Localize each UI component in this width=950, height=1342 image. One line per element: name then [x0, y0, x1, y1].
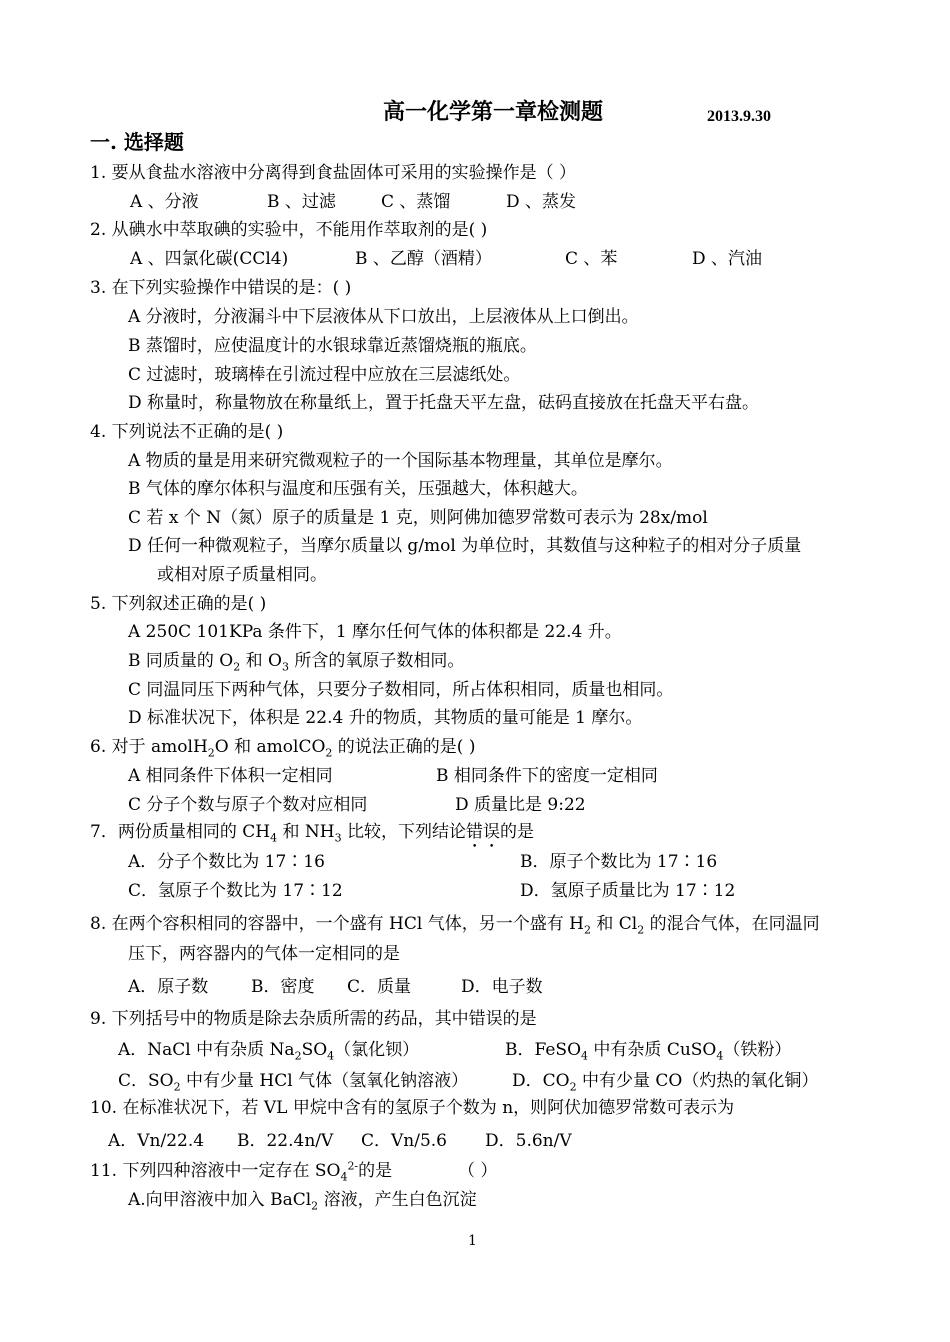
q7-option-b: B．原子个数比为 17∶16	[520, 852, 718, 872]
q10-option-d: D．5.6n/V	[485, 1131, 572, 1151]
q6-text-2: O 和 amolCO	[214, 737, 326, 757]
q9-a-sub-1: 2	[294, 1049, 302, 1063]
q9-option-b	[505, 1040, 792, 1063]
q10-option-b: B．22.4n/V	[237, 1131, 334, 1151]
q6-sub-2: 2	[325, 746, 333, 760]
q9-option-a	[118, 1040, 420, 1063]
q1-option-a: A 、分液	[130, 192, 199, 212]
q7-text-3: 比较，下列结论	[341, 822, 466, 842]
q10-stem: 10. 在标准状况下，若 VL 甲烷中含有的氢原子个数为 n，则阿伏加德罗常数可表示为	[90, 1098, 735, 1118]
q8-text-2: 和 Cl	[590, 914, 638, 934]
q11-text-1: 11. 下列四种溶液中一定存在 SO	[90, 1161, 341, 1181]
exam-date: 2013.9.30	[707, 108, 771, 125]
q2-stem: 2. 从碘水中萃取碘的实验中，不能用作萃取剂的是( )	[90, 220, 488, 240]
q5-option-d: D 标准状况下，体积是 22.4 升的物质，其物质的量可能是 1 摩尔。	[128, 708, 643, 728]
q1-option-c: C 、蒸馏	[381, 192, 451, 212]
q7-text-1: 7．两份质量相同的 CH	[90, 822, 271, 842]
q9-b-text-2: 中有杂质 CuSO	[588, 1040, 717, 1060]
q8-option-d: D．电子数	[461, 977, 543, 997]
q11-a-sub: 2	[311, 1199, 319, 1213]
page-number: 1	[468, 1233, 477, 1249]
q5-option-a: A 250C 101KPa 条件下，1 摩尔任何气体的体积都是 22.4 升。	[128, 622, 622, 642]
q9-c-text-2: 中有少量 HCl 气体（氢氧化钠溶液）	[180, 1071, 469, 1091]
q7-sub-1: 4	[270, 831, 278, 845]
q7-text-2: 和 NH	[277, 822, 335, 842]
q11-a-text-2: 溶液，产生白色沉淀	[318, 1190, 477, 1210]
q11-answer-blank: （ ）	[458, 1161, 498, 1181]
q4-stem: 4. 下列说法不正确的是( )	[90, 422, 284, 442]
q3-option-c: C 过滤时，玻璃棒在引流过程中应放在三层滤纸处。	[128, 365, 521, 385]
q4-option-d-line2: 或相对原子质量相同。	[157, 565, 327, 585]
q9-c-text-1: C．SO	[118, 1071, 174, 1091]
q6-option-b: B 相同条件下的密度一定相同	[436, 766, 658, 786]
q9-a-text-2: SO	[301, 1040, 328, 1060]
q7-text-4: 的是	[499, 822, 534, 842]
q7-option-a: A．分子个数比为 17∶16	[128, 852, 325, 872]
q9-b-text-1: B．FeSO	[505, 1040, 582, 1060]
q7-option-c: C．氢原子个数比为 17∶12	[128, 881, 343, 901]
q1-option-d: D 、蒸发	[506, 192, 577, 212]
q9-a-text-3: （氯化钡）	[334, 1040, 420, 1060]
q9-option-c	[118, 1071, 469, 1094]
q2-option-a: A 、四氯化碳(CCl4)	[130, 249, 289, 269]
q9-option-d	[512, 1071, 819, 1094]
q9-stem: 9. 下列括号中的物质是除去杂质所需的药品，其中错误的是	[90, 1009, 537, 1029]
q10-option-c: C．Vn/5.6	[361, 1131, 447, 1151]
q11-stem	[90, 1159, 393, 1184]
q5-b-text-1: B 同质量的 O	[128, 651, 234, 671]
q10-option-a: A．Vn/22.4	[108, 1131, 205, 1151]
q9-b-sub-2: 4	[716, 1049, 724, 1063]
q9-a-sub-2: 4	[327, 1049, 335, 1063]
q2-option-d: D 、汽油	[692, 249, 763, 269]
q5-b-sub-2: 3	[282, 660, 289, 674]
q8-sub-2: 2	[637, 923, 645, 937]
q4-option-d-line1: D 任何一种微观粒子，当摩尔质量以 g/mol 为单位时，其数值与这种粒子的相对分子质量	[128, 536, 802, 556]
q11-a-text-1: A.向甲溶液中加入 BaCl	[128, 1190, 312, 1210]
q9-d-sub: 2	[569, 1080, 577, 1094]
q7-emphasis: 错误	[465, 822, 500, 842]
q5-stem: 5. 下列叙述正确的是( )	[90, 594, 267, 614]
q11-sub: 4	[340, 1170, 348, 1184]
q11-text-2: 的是	[358, 1161, 393, 1181]
q6-stem	[90, 737, 476, 760]
q6-sub-1: 2	[207, 746, 215, 760]
q8-option-a: A．原子数	[128, 977, 209, 997]
q6-text-1: 6. 对于 amolH	[90, 737, 208, 757]
q8-option-b: B．密度	[251, 977, 315, 997]
q8-sub-1: 2	[583, 923, 591, 937]
q6-option-d: D 质量比是 9:22	[455, 795, 586, 815]
q6-option-a: A 相同条件下体积一定相同	[128, 766, 333, 786]
q8-text-1: 8. 在两个容积相同的容器中，一个盛有 HCl 气体，另一个盛有 H	[90, 914, 584, 934]
q3-option-d: D 称量时，称量物放在称量纸上，置于托盘天平左盘，砝码直接放在托盘天平右盘。	[128, 393, 760, 413]
q5-b-sub-1: 2	[233, 660, 241, 674]
q4-option-a: A 物质的量是用来研究微观粒子的一个国际基本物理量，其单位是摩尔。	[128, 451, 673, 471]
q9-a-text-1: A．NaCl 中有杂质 Na	[118, 1040, 295, 1060]
q6-text-3: 的说法正确的是( )	[332, 737, 476, 757]
q3-option-b: B 蒸馏时，应使温度计的水银球靠近蒸馏烧瓶的瓶底。	[128, 336, 537, 356]
q8-option-c: C．质量	[347, 977, 412, 997]
q9-b-text-3: （铁粉）	[723, 1040, 792, 1060]
q11-option-a	[128, 1190, 477, 1213]
q4-option-c: C 若 x 个 N（氮）原子的质量是 1 克，则阿佛加德罗常数可表示为 28x/mol	[128, 508, 708, 528]
q8-text-3: 的混合气体，在同温同	[644, 914, 820, 934]
page-title: 高一化学第一章检测题	[383, 99, 604, 125]
q7-sub-2: 3	[334, 831, 342, 845]
q3-stem: 3. 在下列实验操作中错误的是：( )	[90, 278, 352, 298]
q5-option-c: C 同温同压下两种气体，只要分子数相同，所占体积相同，质量也相同。	[128, 680, 674, 700]
q6-option-c: C 分子个数与原子个数对应相同	[128, 795, 368, 815]
q2-option-c: C 、苯	[565, 249, 618, 269]
q8-stem-line2: 压下，两容器内的气体一定相同的是	[128, 944, 400, 964]
q11-sup: 2-	[347, 1159, 359, 1173]
q9-c-sub: 2	[173, 1080, 181, 1094]
q5-b-text-3: 所含的氧原子数相同。	[289, 651, 465, 671]
q2-option-b: B 、乙醇（酒精）	[355, 249, 492, 269]
q1-option-b: B 、过滤	[267, 192, 336, 212]
q3-option-a: A 分液时，分液漏斗中下层液体从下口放出，上层液体从上口倒出。	[128, 307, 639, 327]
q1-stem: 1. 要从食盐水溶液中分离得到食盐固体可采用的实验操作是（ ）	[90, 163, 577, 183]
q8-stem-line1	[90, 914, 820, 937]
q5-option-b	[128, 651, 465, 674]
section-heading: 一. 选择题	[90, 130, 184, 154]
q9-d-text-1: D．CO	[512, 1071, 570, 1091]
q7-option-d: D．氢原子质量比为 17∶12	[520, 881, 736, 901]
q5-b-text-2: 和 O	[240, 651, 282, 671]
q9-b-sub-1: 4	[581, 1049, 589, 1063]
q9-d-text-2: 中有少量 CO（灼热的氧化铜）	[576, 1071, 819, 1091]
q7-stem	[90, 822, 534, 852]
q4-option-b: B 气体的摩尔体积与温度和压强有关，压强越大，体积越大。	[128, 479, 588, 499]
